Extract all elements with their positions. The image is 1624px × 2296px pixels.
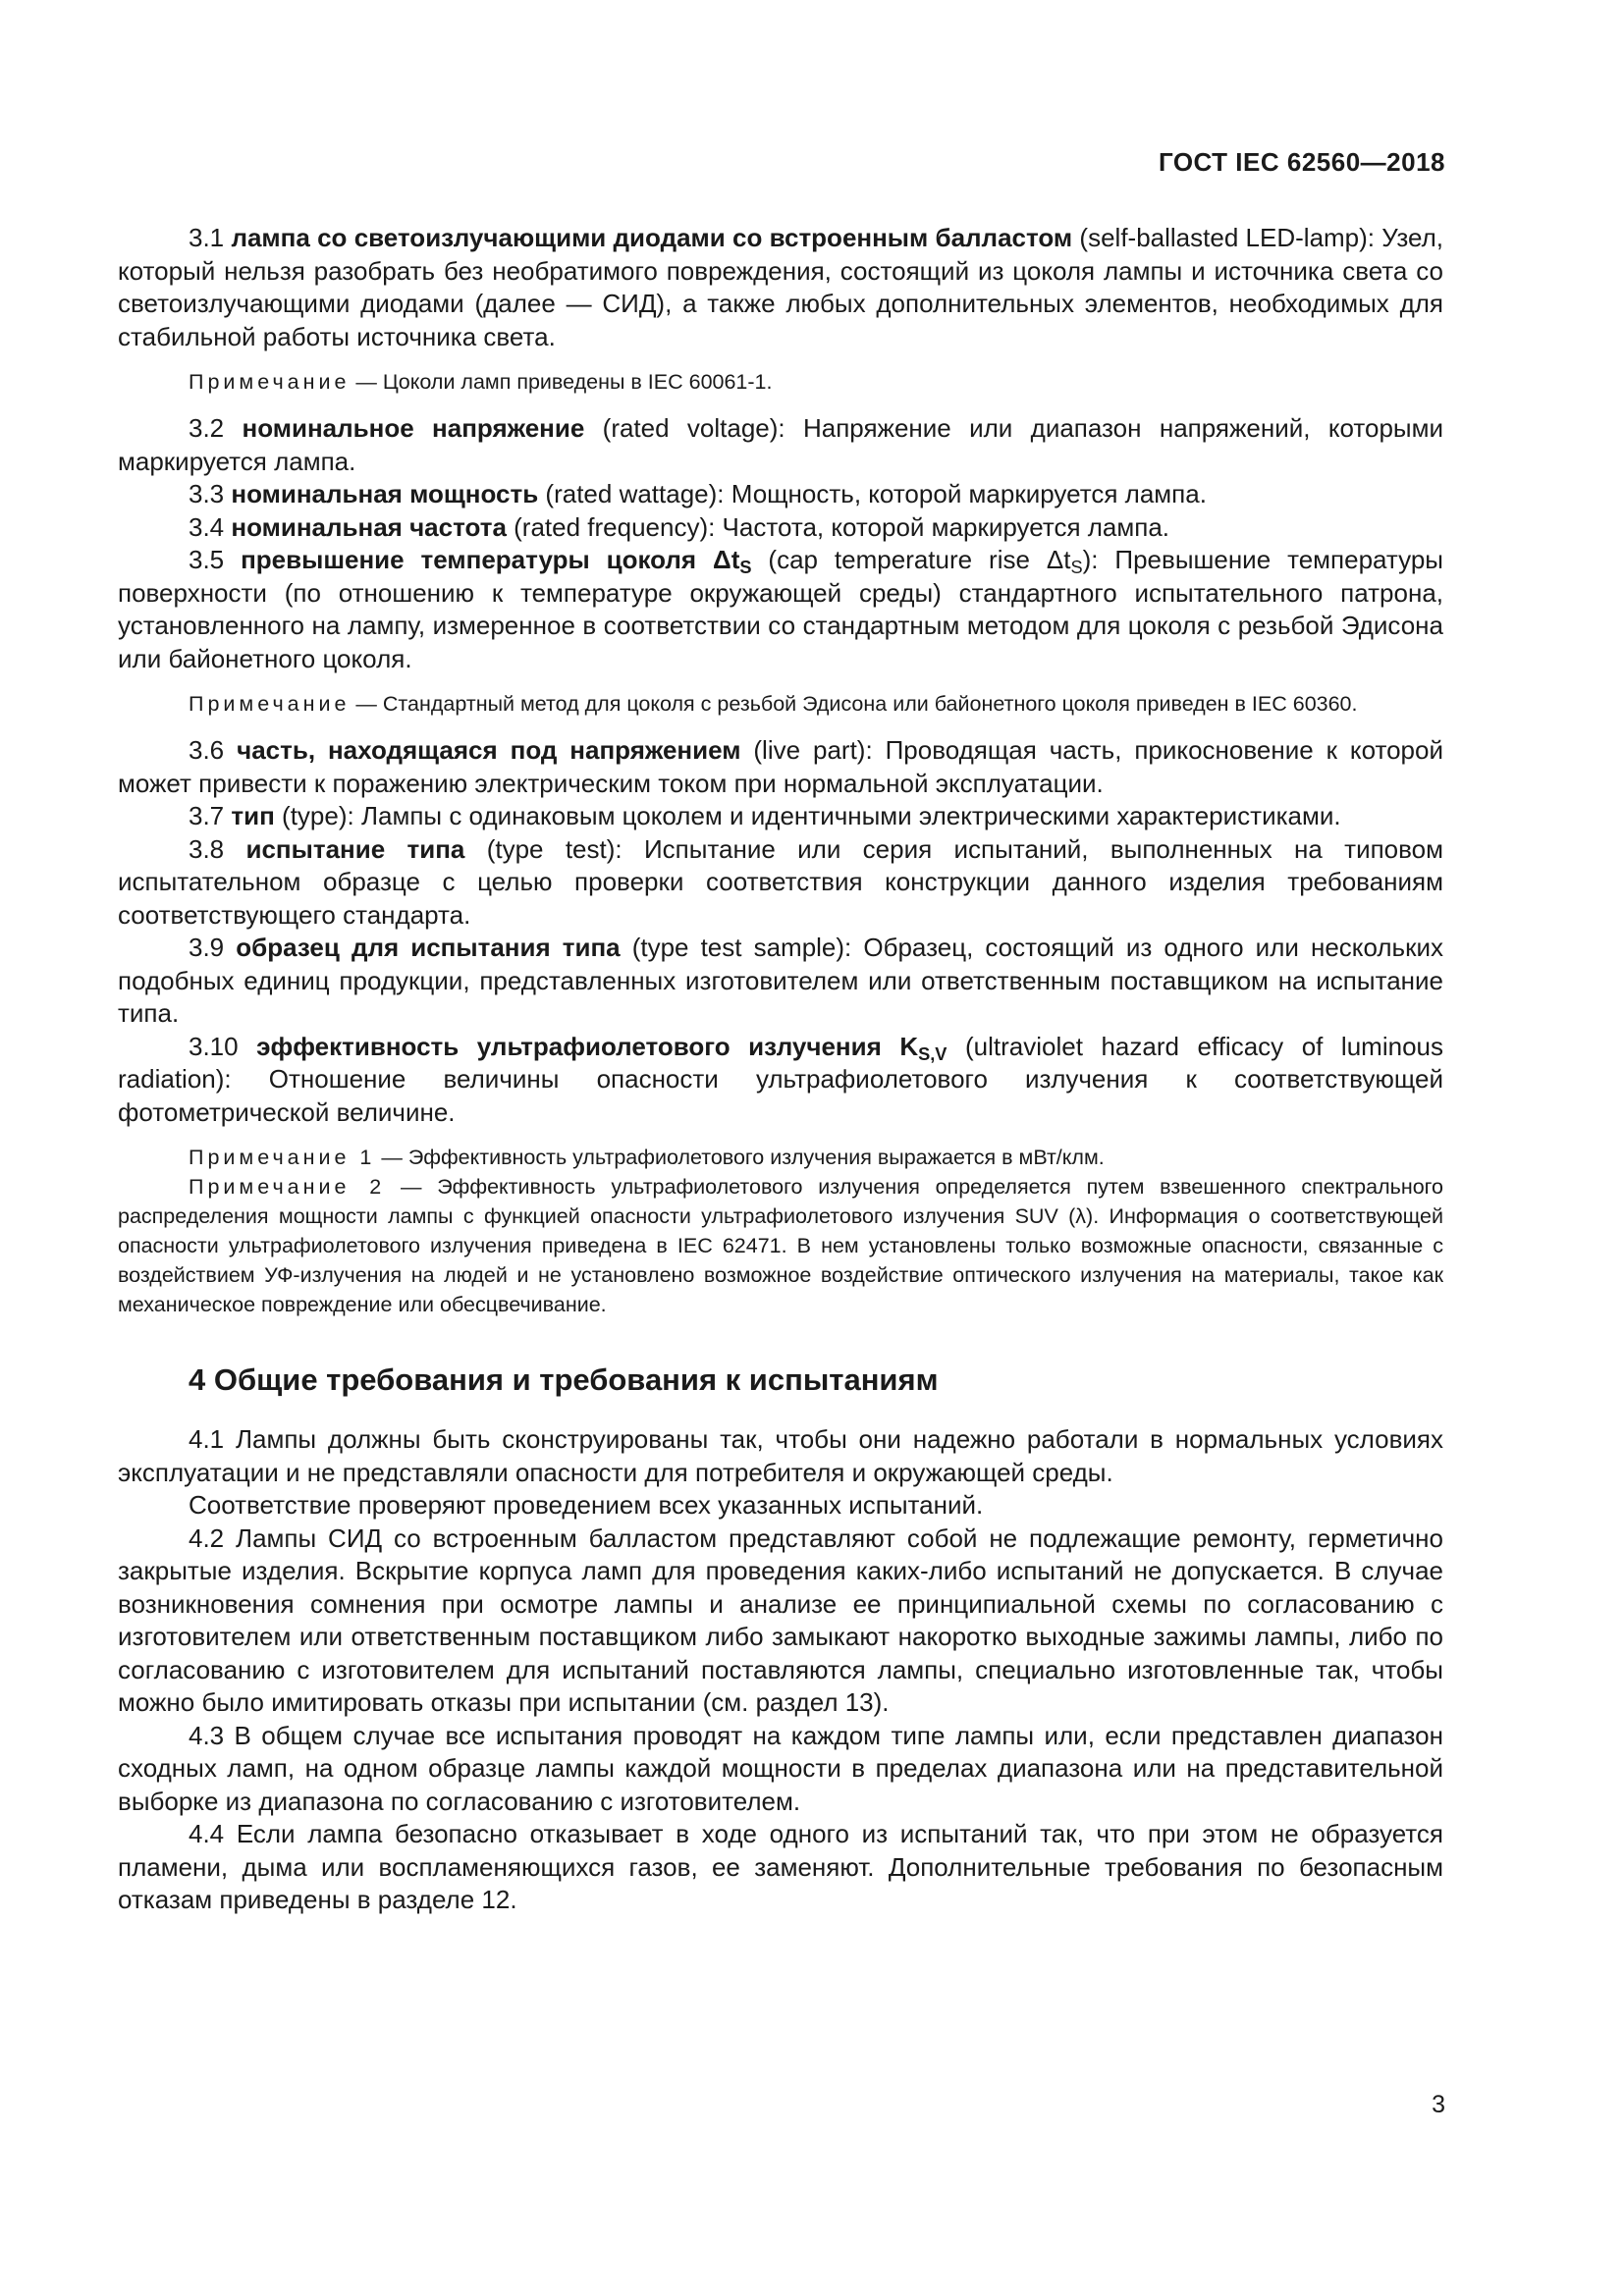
note-label: Примечание xyxy=(189,1175,351,1199)
definition-3-2: 3.2 номинальное напряжение (rated voltage): Напряжение или диапазон напряжений, которыми маркируется лампа. xyxy=(118,413,1443,476)
term: номинальное напряжение xyxy=(242,413,585,443)
term: превышение температуры цоколя $\Delta t_S$ xyxy=(241,545,752,577)
term: тип xyxy=(231,801,275,830)
definition-3-3: 3.3 номинальная мощность (rated wattage): Мощность, которой маркируется лампа. xyxy=(189,479,1207,508)
definition-3-9: 3.9 образец для испытания типа (type test sample): Образец, состоящий из одного или нескольких подобных единиц продукции, представленных изготовителем или ответственным поставщиком на испытание типа. xyxy=(118,933,1443,1028)
definition-3-7: 3.7 тип (type): Лампы с одинаковым цоколем и идентичными электрическими характеристиками. xyxy=(189,801,1341,830)
definition-3-4: 3.4 номинальная частота (rated frequency): Частота, которой маркируется лампа. xyxy=(189,511,1170,542)
note-label: Примечание xyxy=(189,370,351,394)
definition-3-1: 3.1 лампа со светоизлучающими диодами со встроенным балластом (self-ballasted LED-lamp): Узел, который нельзя разобрать без необратимого повреждения, состоящий из цоколя лампы и источника света со светоизлучающими диодами (далее — СИД), а также любых дополнительных элементов, необходимых для стабильной работы источника света. xyxy=(118,223,1443,351)
definition-3-6: 3.6 часть, находящаяся под напряжением (live part): Проводящая часть, прикосновение к которой может привести к поражению электрическим током при нормальной эксплуатации. xyxy=(118,735,1443,798)
paragraph: 4.2 Лампы СИД со встроенным балластом представляют собой не подлежащие ремонту, герметично закрытые изделия. Вскрытие корпуса ламп для проведения каких-либо испытаний не допускается. В случае возникновения сомнения при осмотре лампы и анализе ее принципиальной схемы по согласованию с изготовителем или ответственным поставщиком либо замыкают накоротко выходные зажимы лампы, либо по согласованию с изготовителем для испытаний поставляются лампы, специально изготовленные так, чтобы можно было имитировать отказы при испытании (см. раздел 13). xyxy=(118,1522,1443,1717)
document-header: ГОСТ IEC 62560—2018 xyxy=(1158,147,1445,177)
term: лампа со светоизлучающими диодами со встроенным балластом xyxy=(231,223,1073,252)
note-label: Примечание xyxy=(189,1146,351,1169)
paragraph: 4.4 Если лампа безопасно отказывает в ходе одного из испытаний так, что при этом не образуется пламени, дыма или воспламеняющихся газов, ее заменяют. Дополнительные требования по безопасным отказам приведены в разделе 12. xyxy=(118,1819,1443,1914)
term: номинальная частота xyxy=(231,511,507,542)
term: образец для испытания типа xyxy=(236,933,621,962)
section-heading: 4 Общие требования и требования к испытаниям xyxy=(189,1362,939,1397)
paragraph: Соответствие проверяют проведением всех указанных испытаний. xyxy=(189,1490,984,1520)
note: Примечание 2 — Эффективность ультрафиолетового излучения определяется путем взвешенного спектрального распределения мощности лампы с функцией опасности ультрафиолетового излучения SUV (λ). Информация о соответствующей опасности ультрафиолетового излучения приведена в IEC 62471. В нем установлены только возможные опасности, связанные с воздействием УФ-излучения на людей и не установлено возможное воздействие оптического излучения на материалы, такое как механическое повреждение или обесцвечивание. xyxy=(118,1175,1443,1316)
definition-3-5: 3.5 превышение температуры цоколя $\Delta t_S$ (cap temperature rise $\Delta t_S$): Превышение температуры поверхности (по отношению к температуре окружающей среды) стандартного испытательного патрона, установленного на лампу, измеренное в соответствии со стандартным методом для цоколя с резьбой Эдисона или байонетного цоколя. xyxy=(118,545,1443,673)
note: Примечание — Цоколи ламп приведены в IEC 60061-1. xyxy=(189,370,773,394)
page-number: 3 xyxy=(1432,2091,1445,2118)
paragraph: 4.1 Лампы должны быть сконструированы так, чтобы они надежно работали в нормальных условиях эксплуатации и не представляли опасности для потребителя и окружающей среды. xyxy=(118,1424,1443,1487)
term: номинальная мощность xyxy=(231,479,539,508)
term: эффективность ультрафиолетового излучения $K_{S,V}$ xyxy=(256,1031,947,1064)
note: Примечание — Стандартный метод для цоколя с резьбой Эдисона или байонетного цоколя приведен в IEC 60360. xyxy=(189,692,1358,716)
term: часть, находящаяся под напряжением xyxy=(237,735,741,765)
page-content xyxy=(118,222,1443,1917)
definition-3-10: 3.10 эффективность ультрафиолетового излучения $K_{S,V}$ (ultraviolet hazard efficacy of luminous radiation): Отношение величины опасности ультрафиолетового излучения к соответствующей фотометрической величине. xyxy=(118,1031,1443,1127)
definition-3-8: 3.8 испытание типа (type test): Испытание или серия испытаний, выполненных на типовом испытательном образце с целью проверки соответствия конструкции данного изделия требованиям соответствующего стандарта. xyxy=(118,833,1444,930)
paragraph: 4.3 В общем случае все испытания проводят на каждом типе лампы или, если представлен диапазон сходных ламп, на одном образце лампы каждой мощности в пределах диапазона или на представительной выборке из диапазона по согласованию с изготовителем. xyxy=(118,1720,1443,1816)
note: Примечание 1 — Эффективность ультрафиолетового излучения выражается в мВт/клм. xyxy=(189,1146,1105,1169)
term: испытание типа xyxy=(245,833,465,864)
note-label: Примечание xyxy=(189,692,351,716)
